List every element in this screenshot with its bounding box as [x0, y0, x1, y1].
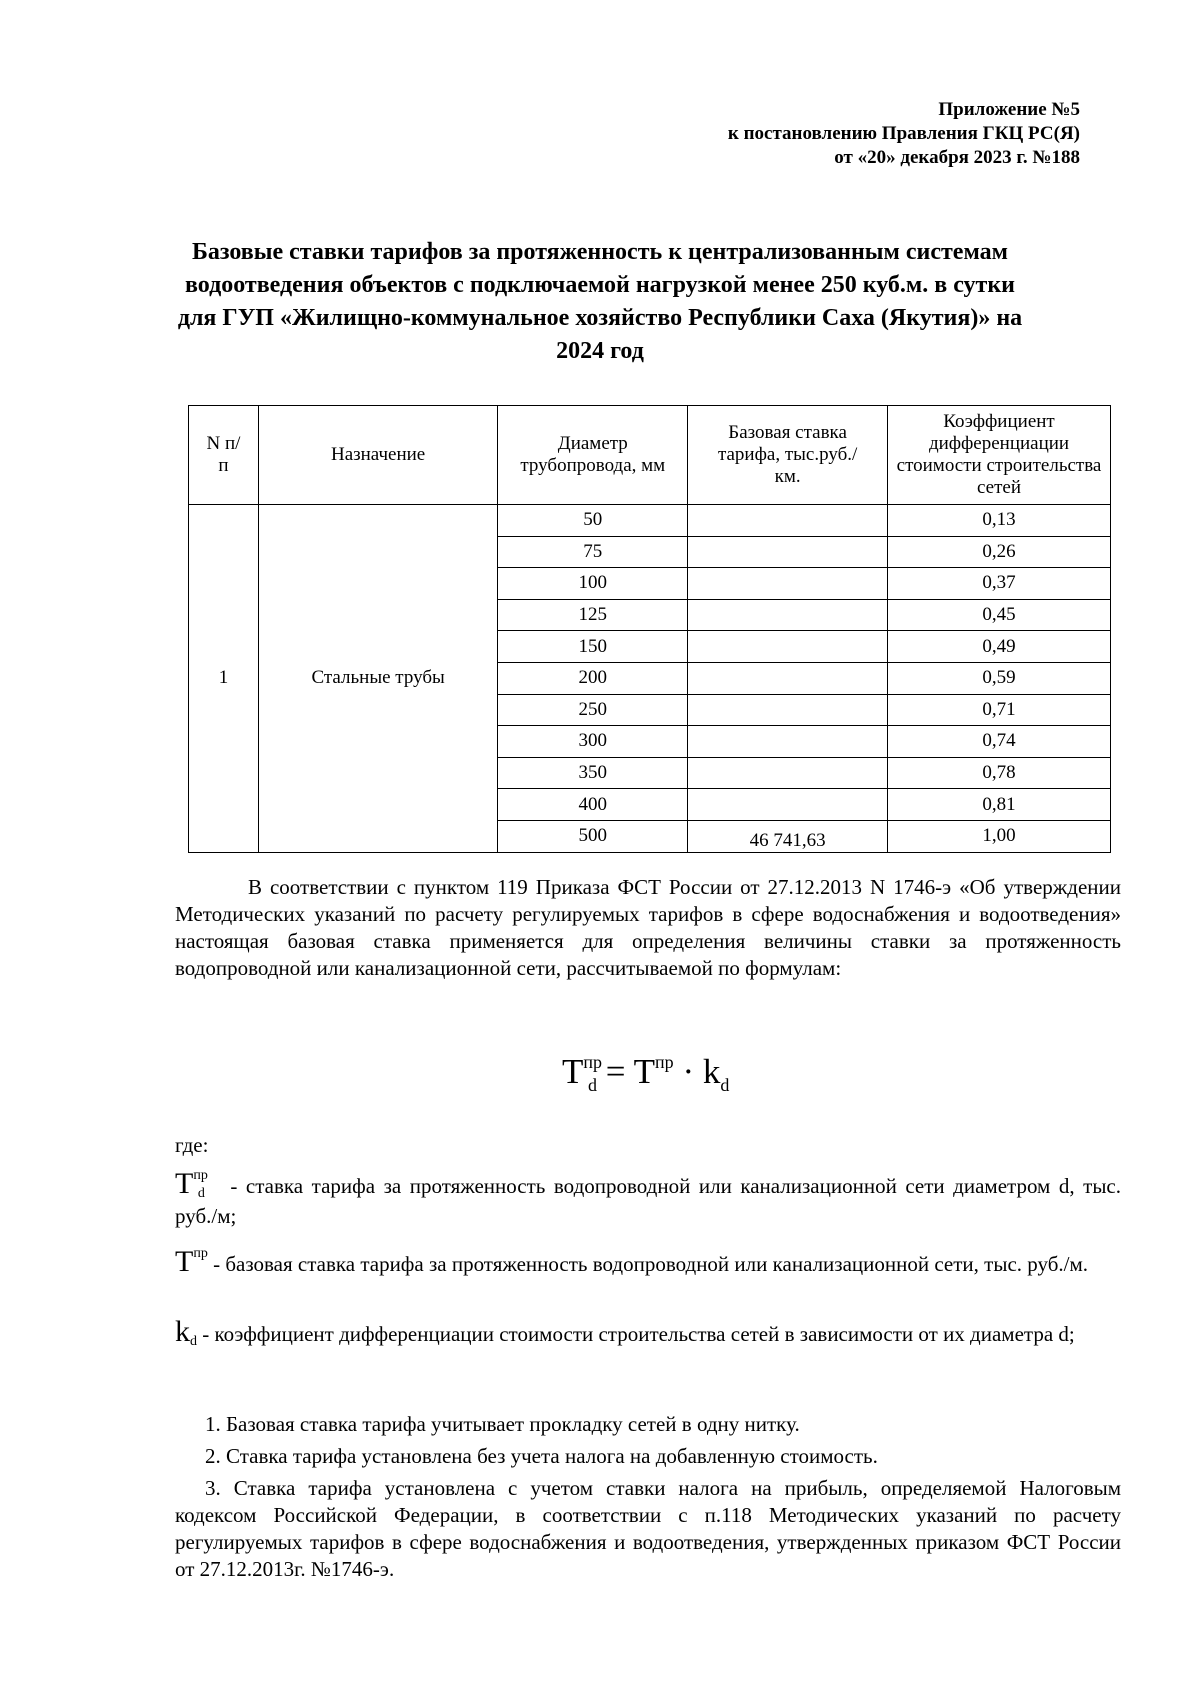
cell-coef: 0,13: [888, 505, 1111, 537]
cell-purpose: Стальные трубы: [258, 505, 497, 853]
definition-2-text: - базовая ставка тарифа за протяженность водопроводной или канализационной сети, тыс. руб./м.: [213, 1252, 1089, 1276]
title-line-2: водоотведения объектов с подключаемой нагрузкой менее 250 куб.м. в сутки: [185, 272, 1015, 298]
header-num: N п/п: [189, 406, 259, 505]
cell-coef: 0,74: [888, 726, 1111, 758]
formula-T-left: T: [562, 1052, 584, 1091]
cell-coef: 0,78: [888, 757, 1111, 789]
header-coef: Коэффициент дифференциации стоимости строительства сетей: [888, 406, 1111, 505]
cell-diameter: 250: [498, 694, 688, 726]
appendix-number: Приложение №5: [938, 99, 1080, 120]
cell-diameter: 300: [498, 726, 688, 758]
cell-coef: 0,49: [888, 631, 1111, 663]
cell-coef: 0,59: [888, 662, 1111, 694]
title-line-4: 2024 год: [556, 338, 644, 364]
definition-1-text: - ставка тарифа за протяженность водопроводной или канализационной сети диаметром d, тыс. руб./м;: [175, 1174, 1121, 1228]
cell-coef: 0,45: [888, 599, 1111, 631]
cell-rate: [688, 599, 888, 631]
note-2: 2. Ставка тарифа установлена без учета налога на добавленную стоимость.: [205, 1444, 878, 1468]
symbol-k-d: kd: [175, 1315, 197, 1349]
cell-rate: [688, 568, 888, 600]
cell-diameter: 400: [498, 789, 688, 821]
formula-sub-left: d: [588, 1075, 598, 1095]
note-1: 1. Базовая ставка тарифа учитывает прокладку сетей в одну нитку.: [205, 1412, 800, 1436]
cell-coef: 0,81: [888, 789, 1111, 821]
formula-sup-left: пр: [583, 1052, 603, 1072]
formula-k: k: [702, 1052, 721, 1091]
cell-diameter: 100: [498, 568, 688, 600]
title-line-1: Базовые ставки тарифов за протяженность к централизованным системам: [192, 239, 1008, 265]
cell-rate: [688, 694, 888, 726]
cell-coef: 0,37: [888, 568, 1111, 600]
definition-tariff-rate-d: [175, 1167, 1121, 1230]
cell-coef: 0,71: [888, 694, 1111, 726]
cell-coef: 1,00: [888, 820, 1111, 852]
tariff-table: [188, 405, 1111, 853]
cell-diameter: 125: [498, 599, 688, 631]
formula: [562, 1052, 730, 1095]
cell-rate: [688, 789, 888, 821]
formula-sub-k: d: [720, 1075, 730, 1095]
note-3: 3. Ставка тарифа установлена с учетом ставки налога на прибыль, определяемой Налоговым кодексом Российской Федерации, в соответствии с п.118 Методических указаний по расчету регулируемых тарифов в сфере водоснабжения и водоотведения, утвержденных приказом ФСТ России от 27.12.2013г. №1746-э.: [175, 1476, 1122, 1581]
cell-rate: [688, 536, 888, 568]
paragraph-intro: В соответствии с пунктом 119 Приказа ФСТ России от 27.12.2013 N 1746-э «Об утверждении Методических указаний по расчету регулируемых тарифов в сфере водоснабжения и водоотведения» настоящая базовая ставка применяется для определения величины ставки за протяженность водопроводной или канализационной сети, рассчитываемой по формулам:: [175, 875, 1121, 980]
appendix-header: [728, 98, 1080, 170]
title-line-3: для ГУП «Жилищно-коммунальное хозяйство Республики Саха (Якутия)» на: [177, 305, 1023, 331]
header-rate: Базовая ставка тарифа, тыс.руб./км.: [688, 406, 888, 505]
cell-diameter: 150: [498, 631, 688, 663]
definition-base-rate: [175, 1245, 1121, 1281]
where-label: где:: [175, 1133, 209, 1157]
appendix-date: от «20» декабря 2023 г. №188: [834, 147, 1080, 168]
cell-diameter: 500: [498, 820, 688, 852]
table-row: [189, 505, 1111, 537]
cell-num: 1: [189, 505, 259, 853]
cell-rate: 46 741,63: [688, 820, 888, 852]
symbol-T: $T^{пр}$: [175, 1245, 208, 1278]
formula-dot: ·: [682, 1052, 695, 1091]
header-diameter: Диаметр трубопровода, мм: [498, 406, 688, 505]
formula-T-right: T: [633, 1052, 656, 1091]
formula-eq: =: [605, 1052, 626, 1091]
symbol-T-d: $T^{пр}d$: [175, 1167, 208, 1201]
cell-diameter: 50: [498, 505, 688, 537]
definition-coefficient: [175, 1315, 1121, 1351]
cell-rate: [688, 757, 888, 789]
appendix-resolution: к постановлению Правления ГКЦ РС(Я): [727, 123, 1080, 144]
cell-rate: [688, 662, 888, 694]
cell-diameter: 350: [498, 757, 688, 789]
cell-rate: [688, 505, 888, 537]
cell-diameter: 200: [498, 662, 688, 694]
definition-3-text: - коэффициент дифференциации стоимости строительства сетей в зависимости от их диаметра d;: [202, 1322, 1075, 1346]
document-title: [170, 236, 1030, 368]
cell-rate: [688, 631, 888, 663]
table-header-row: [189, 406, 1111, 505]
notes-list: [175, 1411, 1121, 1588]
cell-coef: 0,26: [888, 536, 1111, 568]
cell-rate: [688, 726, 888, 758]
formula-sup-right: пр: [655, 1052, 674, 1072]
header-purpose: Назначение: [258, 406, 497, 505]
cell-diameter: 75: [498, 536, 688, 568]
